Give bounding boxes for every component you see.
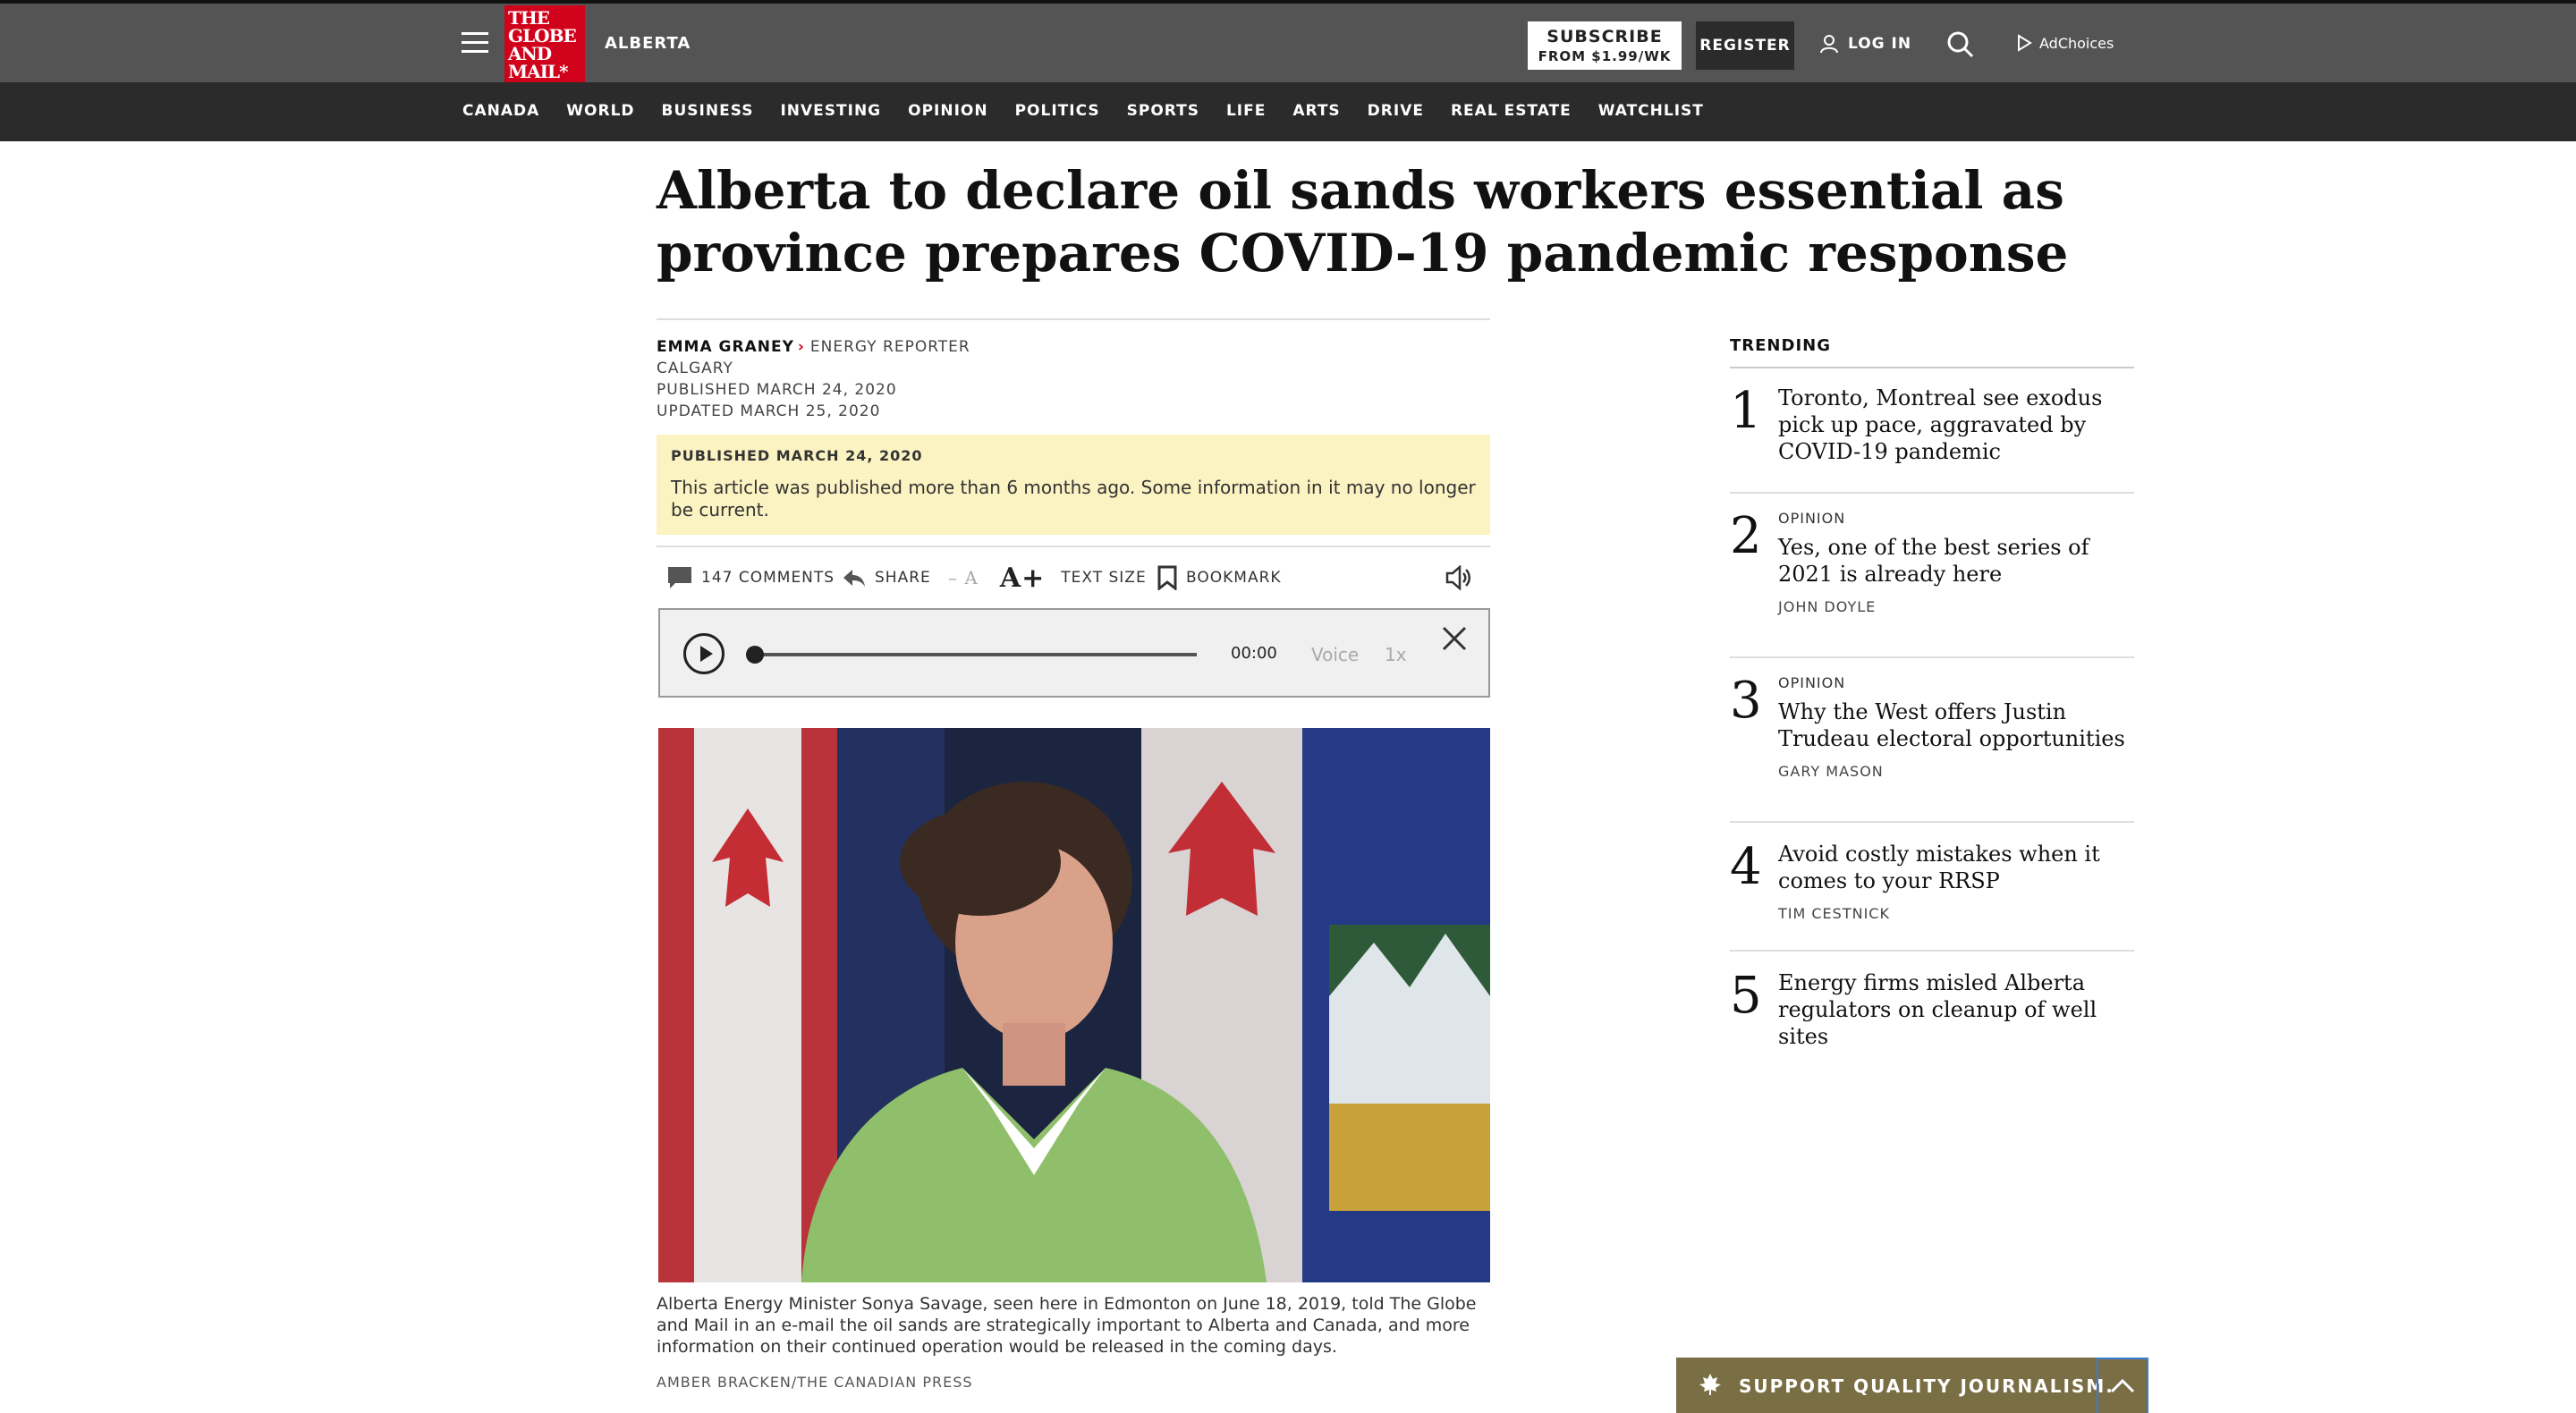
share-label: SHARE — [875, 569, 931, 587]
dateline: CALGARY — [657, 360, 733, 377]
trending-item[interactable] — [1730, 382, 2134, 494]
trending-item[interactable] — [1730, 674, 2134, 823]
section-nav — [0, 82, 2576, 141]
updated-date: UPDATED MARCH 25, 2020 — [657, 402, 881, 420]
trending-item[interactable] — [1730, 838, 2134, 952]
trending-headline[interactable]: Toronto, Montreal see exodus pick up pace, aggravated by COVID-19 pandemic — [1778, 385, 2103, 464]
trending-author: TIM CESTNICK — [1778, 905, 1890, 922]
article-headline: Alberta to declare oil sands workers essential as province prepares COVID-19 pandemic response — [657, 160, 2069, 283]
trending-item[interactable] — [1730, 969, 2134, 1050]
expand-button[interactable] — [2097, 1358, 2148, 1413]
trending-author: JOHN DOYLE — [1778, 598, 1877, 615]
top-bar — [0, 0, 2576, 82]
nav-item-business[interactable]: BUSINESS — [661, 102, 754, 120]
text-size-label: TEXT SIZE — [1061, 569, 1147, 587]
text-size-control — [948, 562, 1147, 594]
nav-item-opinion[interactable]: OPINION — [908, 102, 988, 120]
author-link[interactable]: EMMA GRANEY — [657, 338, 794, 356]
maple-leaf-icon — [1698, 1372, 1723, 1397]
share-icon — [843, 568, 866, 588]
notice-body: This article was published more than 6 months ago. Some information in it may no longer be current. — [671, 477, 1476, 520]
trending-kicker: OPINION — [1778, 510, 1846, 527]
comments-button[interactable] — [667, 562, 835, 594]
register-button[interactable]: REGISTER — [1696, 21, 1794, 70]
subscribe-button[interactable] — [1528, 21, 1682, 70]
trending-headline[interactable]: Why the West offers Justin Trudeau electoral opportunities — [1778, 699, 2125, 751]
trending-item[interactable] — [1730, 507, 2134, 658]
chevron-right-icon: › — [797, 338, 805, 356]
author-role: ENERGY REPORTER — [809, 338, 970, 356]
trending-rank: 2 — [1730, 507, 1762, 565]
play-icon[interactable] — [683, 633, 724, 674]
age-notice — [657, 435, 1490, 535]
notice-title: PUBLISHED MARCH 24, 2020 — [671, 447, 923, 464]
trending-title: TRENDING — [1730, 336, 1831, 355]
support-label: SUPPORT QUALITY JOURNALISM. — [1739, 1375, 2114, 1397]
nav-item-watchlist[interactable]: WATCHLIST — [1597, 102, 1704, 120]
article-toolbar — [667, 562, 1472, 597]
close-icon[interactable] — [1440, 624, 1469, 653]
divider — [657, 318, 1490, 320]
menu-icon[interactable] — [462, 32, 488, 54]
decrease-text-button[interactable]: – A — [948, 567, 979, 588]
trending-headline[interactable]: Yes, one of the best series of 2021 is already here — [1778, 535, 2089, 587]
article-photo — [658, 728, 1490, 1282]
nav-item-life[interactable]: LIFE — [1225, 102, 1267, 120]
trending-rank: 4 — [1730, 838, 1762, 896]
subscribe-label: SUBSCRIBE — [1546, 27, 1663, 47]
adchoices-icon — [2016, 34, 2032, 52]
chevron-up-icon — [2098, 1359, 2147, 1413]
audio-player — [658, 608, 1490, 698]
nav-item-world[interactable]: WORLD — [566, 102, 635, 120]
search-icon — [1946, 30, 1975, 59]
byline — [657, 336, 970, 422]
nav-item-real-estate[interactable]: REAL ESTATE — [1450, 102, 1572, 120]
nav-item-sports[interactable]: SPORTS — [1126, 102, 1199, 120]
bookmark-icon — [1157, 565, 1177, 590]
nav-item-arts[interactable]: ARTS — [1292, 102, 1341, 120]
search-button[interactable] — [1946, 30, 1975, 59]
adchoices-label: AdChoices — [2039, 34, 2114, 52]
subscribe-price: FROM $1.99/WK — [1538, 48, 1672, 64]
share-button[interactable] — [843, 562, 931, 594]
increase-text-button[interactable]: A+ — [999, 562, 1046, 594]
adchoices-link[interactable] — [2016, 34, 2114, 52]
section-label[interactable]: ALBERTA — [605, 34, 691, 53]
audio-scrubber-handle[interactable] — [746, 646, 764, 664]
comments-label: 147 COMMENTS — [701, 569, 835, 587]
trending-kicker: OPINION — [1778, 674, 1846, 691]
nav-item-investing[interactable]: INVESTING — [780, 102, 882, 120]
bookmark-label: BOOKMARK — [1186, 569, 1282, 587]
voice-selector[interactable]: Voice — [1311, 644, 1360, 665]
audio-time: 00:00 — [1231, 644, 1277, 663]
trending-headline[interactable]: Energy firms misled Alberta regulators on cleanup of well sites — [1778, 970, 2097, 1049]
listen-button[interactable] — [1445, 562, 1472, 594]
trending-author: GARY MASON — [1778, 763, 1884, 780]
login-button[interactable] — [1819, 34, 1911, 54]
trending-headline[interactable]: Avoid costly mistakes when it comes to your RRSP — [1778, 842, 2100, 893]
nav-item-drive[interactable]: DRIVE — [1367, 102, 1424, 120]
audio-progress-track[interactable] — [750, 653, 1197, 656]
site-logo[interactable]: THE GLOBE AND MAIL* — [504, 5, 585, 84]
published-date: PUBLISHED MARCH 24, 2020 — [657, 381, 897, 399]
divider — [1730, 367, 2134, 368]
nav-item-politics[interactable]: POLITICS — [1014, 102, 1100, 120]
speed-selector[interactable]: 1x — [1385, 644, 1407, 665]
bookmark-button[interactable] — [1157, 562, 1282, 594]
trending-rank: 5 — [1730, 967, 1762, 1025]
photo-credit: AMBER BRACKEN/THE CANADIAN PRESS — [657, 1374, 973, 1391]
login-label: LOG IN — [1848, 35, 1912, 53]
speaker-icon — [1445, 565, 1472, 590]
photo-caption: Alberta Energy Minister Sonya Savage, seen here in Edmonton on June 18, 2019, told The Globe and Mail in an e-mail the oil sands are strategically important to Alberta and Canada, and more information on their continued operation would be released in the coming days. — [657, 1294, 1477, 1357]
nav-item-canada[interactable]: CANADA — [462, 102, 540, 120]
user-icon — [1819, 34, 1839, 54]
comment-icon — [667, 566, 692, 589]
trending-rank: 3 — [1730, 672, 1762, 730]
support-journalism-banner[interactable] — [1676, 1358, 2148, 1413]
divider — [657, 546, 1490, 547]
trending-rank: 1 — [1730, 382, 1762, 440]
